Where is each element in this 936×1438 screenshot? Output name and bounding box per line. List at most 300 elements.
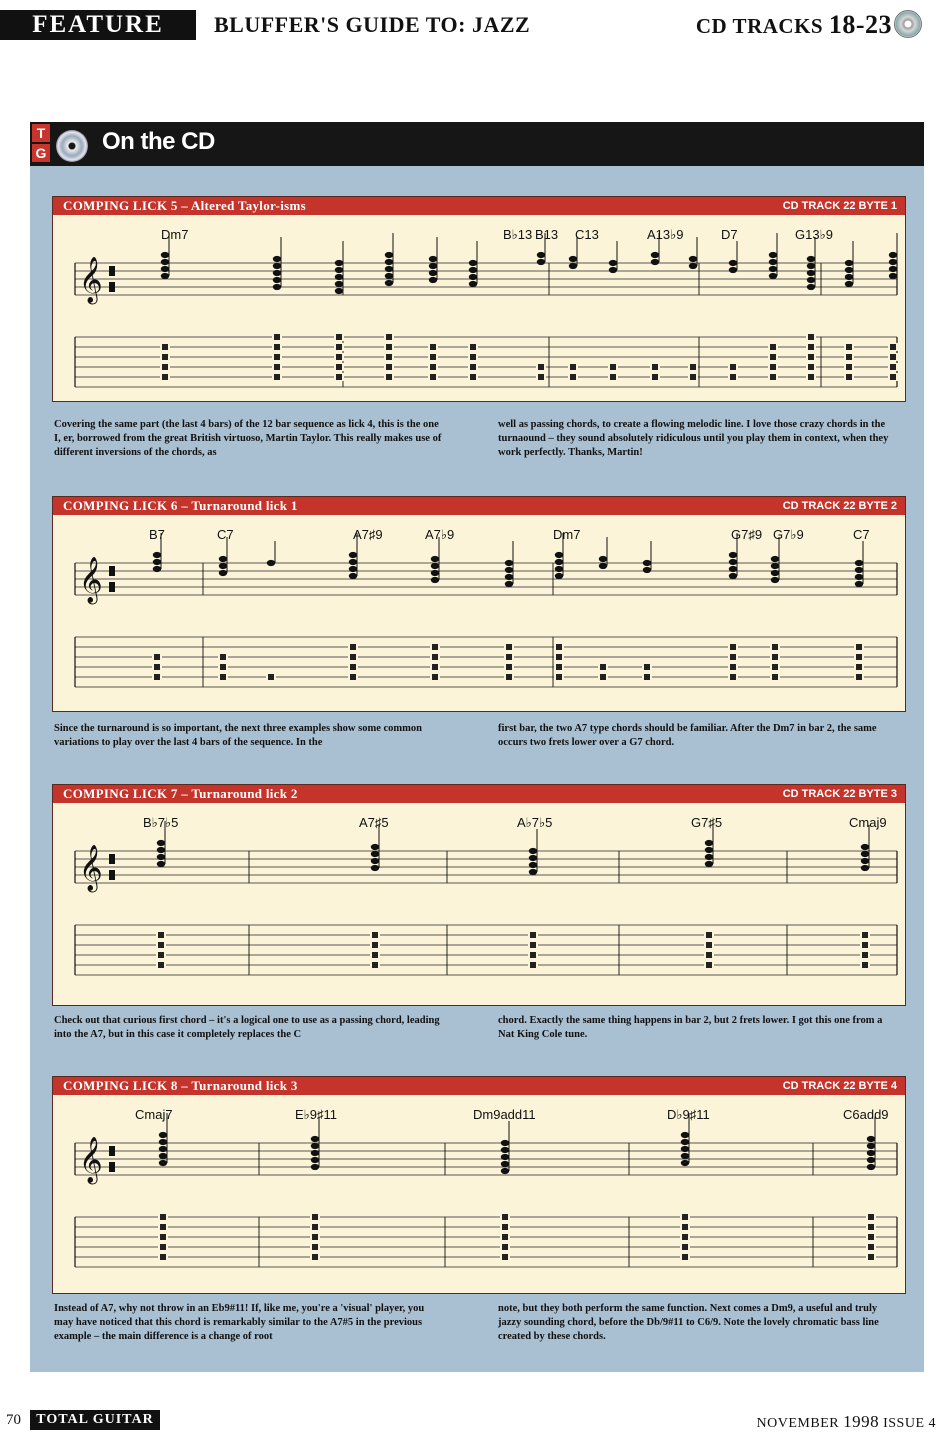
on-the-cd-panel: [30, 122, 924, 1372]
note-head: [273, 256, 281, 262]
note-head: [651, 259, 659, 265]
lick-caption-right: note, but they both perform the same function. Next comes a Dm9, a useful and truly jazzy sounding chord, before the Db/9#11 to C6/9. Note the lovely chromatic bass line created by these chords.: [498, 1303, 879, 1342]
note-head: [431, 570, 439, 576]
tab-fret-mark: [470, 374, 476, 380]
tab-fret-mark: [808, 344, 814, 350]
note-head: [501, 1161, 509, 1167]
tab-fret-mark: [162, 344, 168, 350]
tab-fret-mark: [706, 952, 712, 958]
tab-fret-mark: [162, 374, 168, 380]
note-head: [769, 266, 777, 272]
tab-fret-mark: [502, 1224, 508, 1230]
note-head: [159, 1132, 167, 1138]
note-head: [845, 260, 853, 266]
tab-fret-mark: [502, 1254, 508, 1260]
tab-fret-mark: [652, 374, 658, 380]
tg-logo-t: T: [32, 124, 50, 142]
note-head: [349, 552, 357, 558]
tab-fret-mark: [312, 1244, 318, 1250]
note-head: [729, 260, 737, 266]
tab-fret-mark: [350, 654, 356, 660]
note-head: [681, 1139, 689, 1145]
note-head: [555, 566, 563, 572]
tab-fret-mark: [160, 1234, 166, 1240]
note-head: [429, 263, 437, 269]
tab-fret-mark: [808, 374, 814, 380]
time-signature-mark: [109, 1146, 115, 1156]
tab-fret-mark: [556, 674, 562, 680]
tab-fret-mark: [430, 374, 436, 380]
note-head: [505, 581, 513, 587]
issue-label: [757, 1412, 936, 1432]
tab-fret-mark: [600, 664, 606, 670]
lick-header: [53, 497, 905, 515]
note-head: [643, 567, 651, 573]
chord-symbol: Cmaj9: [849, 815, 887, 830]
notation: [53, 515, 905, 711]
tab-fret-mark: [570, 374, 576, 380]
chord-symbol: B♭7♭5: [143, 815, 179, 830]
tab-fret-mark: [158, 952, 164, 958]
note-head: [431, 556, 439, 562]
cd-tracks-label: [696, 10, 892, 40]
tab-fret-mark: [856, 674, 862, 680]
tab-fret-mark: [432, 644, 438, 650]
note-head: [771, 556, 779, 562]
note-head: [371, 865, 379, 871]
note-head: [501, 1147, 509, 1153]
tab-fret-mark: [158, 932, 164, 938]
chord-symbol: G13♭9: [795, 227, 833, 242]
tg-logo: [32, 124, 80, 164]
note-head: [861, 844, 869, 850]
tab-fret-mark: [502, 1234, 508, 1240]
note-head: [681, 1160, 689, 1166]
note-head: [335, 274, 343, 280]
tab-fret-mark: [772, 664, 778, 670]
note-head: [505, 574, 513, 580]
note-head: [385, 280, 393, 286]
note-head: [371, 858, 379, 864]
note-head: [861, 865, 869, 871]
time-signature-mark: [109, 266, 115, 276]
note-head: [807, 277, 815, 283]
chord-symbol: C13: [575, 227, 599, 242]
note-head: [273, 284, 281, 290]
note-head: [157, 840, 165, 846]
tab-fret-mark: [890, 354, 896, 360]
issue-year: 1998: [843, 1412, 880, 1431]
note-head: [855, 567, 863, 573]
lick-caption-right: well as passing chords, to create a flowing melodic line. I love those crazy chords in the turnaound – they sound absolutely ridiculous until you play them in context, when they work perfectly. Thanks, Martin!: [498, 419, 889, 458]
time-signature-mark: [109, 870, 115, 880]
tab-fret-mark: [556, 664, 562, 670]
note-head: [157, 847, 165, 853]
tab-fret-mark: [890, 374, 896, 380]
tab-fret-mark: [730, 644, 736, 650]
note-head: [159, 1153, 167, 1159]
note-head: [681, 1132, 689, 1138]
tab-fret-mark: [160, 1214, 166, 1220]
note-head: [729, 559, 737, 565]
tab-fret-mark: [690, 364, 696, 370]
lick-box: [52, 496, 906, 712]
note-head: [529, 869, 537, 875]
chord-symbol: D7: [721, 227, 738, 242]
tab-fret-mark: [772, 644, 778, 650]
note-head: [537, 259, 545, 265]
note-head: [555, 573, 563, 579]
note-head: [643, 560, 651, 566]
note-head: [729, 573, 737, 579]
notation: [53, 215, 905, 401]
chord-symbol: B7: [149, 527, 165, 542]
note-head: [705, 840, 713, 846]
tab-fret-mark: [274, 334, 280, 340]
tab-fret-mark: [430, 344, 436, 350]
chord-symbol: A♭7♭5: [517, 815, 553, 830]
chord-symbol: A13♭9: [647, 227, 684, 242]
note-head: [855, 560, 863, 566]
tab-fret-mark: [470, 344, 476, 350]
note-head: [219, 556, 227, 562]
tab-fret-mark: [730, 374, 736, 380]
note-head: [769, 259, 777, 265]
note-head: [855, 581, 863, 587]
cd-icon: [56, 130, 88, 162]
note-head: [335, 281, 343, 287]
tab-fret-mark: [530, 952, 536, 958]
note-head: [689, 263, 697, 269]
page-number: 70: [6, 1412, 21, 1428]
notation: [53, 1095, 905, 1293]
tab-fret-mark: [682, 1214, 688, 1220]
tab-fret-mark: [506, 674, 512, 680]
note-head: [349, 573, 357, 579]
treble-clef-icon: 𝄞: [79, 557, 103, 603]
tab-fret-mark: [372, 942, 378, 948]
tab-fret-mark: [770, 354, 776, 360]
tab-fret-mark: [610, 374, 616, 380]
note-head: [889, 273, 897, 279]
note-head: [219, 563, 227, 569]
note-head: [807, 263, 815, 269]
tab-fret-mark: [274, 344, 280, 350]
note-head: [161, 273, 169, 279]
tab-fret-mark: [350, 674, 356, 680]
tab-fret-mark: [158, 942, 164, 948]
tab-fret-mark: [506, 654, 512, 660]
tab-fret-mark: [220, 654, 226, 660]
issue-number: ISSUE 4: [879, 1416, 936, 1431]
note-head: [861, 858, 869, 864]
tab-fret-mark: [690, 374, 696, 380]
note-head: [311, 1143, 319, 1149]
time-signature-mark: [109, 1162, 115, 1172]
tab-fret-mark: [336, 364, 342, 370]
tab-fret-mark: [682, 1234, 688, 1240]
tab-fret-mark: [432, 654, 438, 660]
chord-symbol: A7♯5: [359, 815, 389, 830]
note-head: [807, 270, 815, 276]
treble-clef-icon: 𝄞: [79, 845, 103, 891]
tab-fret-mark: [682, 1224, 688, 1230]
chord-symbol: A7♭9: [425, 527, 455, 542]
time-signature-mark: [109, 582, 115, 592]
cd-tracks-range: 18-23: [828, 10, 892, 39]
tab-fret-mark: [274, 354, 280, 360]
note-head: [867, 1157, 875, 1163]
chord-symbol: A7♯9: [353, 527, 383, 542]
note-head: [385, 273, 393, 279]
note-head: [529, 862, 537, 868]
note-head: [431, 577, 439, 583]
note-head: [769, 252, 777, 258]
tab-fret-mark: [772, 654, 778, 660]
note-head: [311, 1150, 319, 1156]
tab-fret-mark: [862, 962, 868, 968]
tab-fret-mark: [158, 962, 164, 968]
note-head: [889, 252, 897, 258]
note-head: [845, 267, 853, 273]
lick-box: [52, 196, 906, 402]
tab-fret-mark: [730, 364, 736, 370]
note-head: [153, 566, 161, 572]
tab-fret-mark: [808, 354, 814, 360]
tab-fret-mark: [644, 664, 650, 670]
note-head: [867, 1164, 875, 1170]
tab-fret-mark: [386, 364, 392, 370]
chord-symbol: Dm9add11: [473, 1107, 536, 1122]
lick-title: COMPING LICK 5 – Altered Taylor-isms: [63, 198, 306, 213]
chord-symbol: G7♯5: [691, 815, 723, 830]
note-head: [429, 270, 437, 276]
tab-fret-mark: [856, 644, 862, 650]
tab-fret-mark: [470, 354, 476, 360]
note-head: [429, 256, 437, 262]
tab-fret-mark: [556, 654, 562, 660]
cd-track-label: CD TRACK 22 BYTE 2: [782, 500, 897, 512]
page-footer: [0, 1406, 936, 1438]
tab-fret-mark: [274, 364, 280, 370]
tab-fret-mark: [682, 1244, 688, 1250]
note-head: [771, 577, 779, 583]
tab-fret-mark: [372, 952, 378, 958]
tab-fret-mark: [312, 1234, 318, 1240]
tab-fret-mark: [386, 334, 392, 340]
cd-tracks-prefix: CD TRACKS: [695, 14, 829, 38]
tab-fret-mark: [682, 1254, 688, 1260]
tab-fret-mark: [506, 644, 512, 650]
tab-fret-mark: [868, 1234, 874, 1240]
note-head: [469, 274, 477, 280]
tab-fret-mark: [600, 674, 606, 680]
note-head: [469, 281, 477, 287]
tab-fret-mark: [530, 932, 536, 938]
tab-fret-mark: [350, 664, 356, 670]
tab-fret-mark: [862, 932, 868, 938]
note-head: [861, 851, 869, 857]
tab-fret-mark: [312, 1224, 318, 1230]
tab-fret-mark: [372, 932, 378, 938]
note-head: [429, 277, 437, 283]
note-head: [889, 266, 897, 272]
note-head: [807, 256, 815, 262]
time-signature-mark: [109, 854, 115, 864]
feature-tag: FEATURE: [0, 10, 196, 40]
note-head: [371, 844, 379, 850]
note-head: [555, 559, 563, 565]
note-head: [273, 270, 281, 276]
note-head: [705, 861, 713, 867]
note-head: [349, 566, 357, 572]
tab-fret-mark: [652, 364, 658, 370]
tab-fret-mark: [336, 374, 342, 380]
note-head: [335, 260, 343, 266]
note-head: [371, 851, 379, 857]
lick-caption-left: Check out that curious first chord – it's a logical one to use as a passing chord, leading into the A7, but in this case it completely replaces the C: [54, 1015, 440, 1040]
lick-box: [52, 1076, 906, 1294]
note-head: [609, 260, 617, 266]
section-title: BLUFFER'S GUIDE TO: JAZZ: [214, 12, 531, 37]
tab-fret-mark: [868, 1224, 874, 1230]
tab-fret-mark: [372, 962, 378, 968]
note-head: [771, 563, 779, 569]
note-head: [845, 274, 853, 280]
cd-track-label: CD TRACK 22 BYTE 1: [782, 200, 897, 212]
lick-header: [53, 197, 905, 215]
note-head: [689, 256, 697, 262]
tab-fret-mark: [856, 654, 862, 660]
note-head: [501, 1140, 509, 1146]
note-head: [267, 560, 275, 566]
note-head: [769, 273, 777, 279]
treble-clef-icon: 𝄞: [79, 1137, 103, 1183]
chord-symbol: Cmaj7: [135, 1107, 173, 1122]
tab-fret-mark: [274, 374, 280, 380]
panel-title: On the CD: [102, 128, 215, 155]
tab-fret-mark: [706, 932, 712, 938]
note-head: [867, 1143, 875, 1149]
note-head: [771, 570, 779, 576]
tab-fret-mark: [160, 1224, 166, 1230]
note-head: [729, 267, 737, 273]
tab-fret-mark: [570, 364, 576, 370]
tab-fret-mark: [160, 1244, 166, 1250]
note-head: [469, 267, 477, 273]
lick-caption-right: chord. Exactly the same thing happens in bar 2, but 2 frets lower. I got this one from a Nat King Cole tune.: [498, 1015, 883, 1040]
lick-box: [52, 784, 906, 1006]
note-head: [529, 848, 537, 854]
page-header: [0, 0, 936, 50]
note-head: [681, 1153, 689, 1159]
note-head: [161, 252, 169, 258]
chord-symbol: C6add9: [843, 1107, 889, 1122]
note-head: [599, 556, 607, 562]
note-head: [431, 563, 439, 569]
note-head: [705, 847, 713, 853]
chord-symbol: E♭9♯11: [295, 1107, 338, 1122]
tab-fret-mark: [154, 674, 160, 680]
note-head: [729, 552, 737, 558]
note-head: [153, 559, 161, 565]
note-head: [273, 277, 281, 283]
note-head: [385, 252, 393, 258]
tab-fret-mark: [846, 374, 852, 380]
tab-fret-mark: [470, 364, 476, 370]
tab-fret-mark: [336, 344, 342, 350]
note-head: [159, 1160, 167, 1166]
note-head: [867, 1136, 875, 1142]
note-head: [469, 260, 477, 266]
lick-caption-left: Instead of A7, why not throw in an Eb9#11! If, like me, you're a 'visual' player, you may have noticed that this chord is remarkably similar to the A7#5 in the previous example – the main difference is a change of root: [54, 1303, 425, 1342]
note-head: [159, 1139, 167, 1145]
issue-month: NOVEMBER: [756, 1416, 844, 1431]
note-head: [335, 267, 343, 273]
tab-fret-mark: [386, 344, 392, 350]
chord-symbol: G7♯9: [731, 527, 763, 542]
tab-fret-mark: [336, 334, 342, 340]
lick-title: COMPING LICK 8 – Turnaround lick 3: [63, 1078, 298, 1093]
tab-fret-mark: [312, 1214, 318, 1220]
note-head: [529, 855, 537, 861]
note-head: [569, 256, 577, 262]
lick-caption-left: Since the turnaround is so important, the next three examples show some common variations to play over the last 4 bars of the sequence. In the: [54, 723, 422, 748]
note-head: [501, 1154, 509, 1160]
tab-fret-mark: [154, 664, 160, 670]
tab-fret-mark: [770, 364, 776, 370]
chord-symbol: B♭13: [503, 227, 533, 242]
tab-fret-mark: [868, 1214, 874, 1220]
note-head: [385, 266, 393, 272]
tab-fret-mark: [430, 354, 436, 360]
tab-fret-mark: [610, 364, 616, 370]
lick-title: COMPING LICK 6 – Turnaround lick 1: [63, 498, 298, 513]
tab-fret-mark: [846, 364, 852, 370]
note-head: [889, 259, 897, 265]
note-head: [505, 560, 513, 566]
note-head: [705, 854, 713, 860]
cd-track-label: CD TRACK 22 BYTE 4: [782, 1080, 897, 1092]
tab-fret-mark: [530, 962, 536, 968]
tab-fret-mark: [846, 344, 852, 350]
chord-symbol: B13: [535, 227, 559, 242]
tab-fret-mark: [432, 674, 438, 680]
tg-logo-g: G: [32, 144, 50, 162]
magazine-logo: TOTAL GUITAR: [30, 1410, 160, 1430]
note-head: [311, 1157, 319, 1163]
tab-fret-mark: [808, 364, 814, 370]
cd-disc-icon: [894, 10, 922, 38]
note-head: [161, 266, 169, 272]
tab-fret-mark: [808, 334, 814, 340]
tab-fret-mark: [862, 942, 868, 948]
tab-fret-mark: [862, 952, 868, 958]
tab-fret-mark: [846, 354, 852, 360]
tab-fret-mark: [162, 364, 168, 370]
tab-fret-mark: [772, 674, 778, 680]
note-head: [867, 1150, 875, 1156]
note-head: [335, 288, 343, 294]
note-head: [219, 570, 227, 576]
tab-fret-mark: [506, 664, 512, 670]
tab-fret-mark: [856, 664, 862, 670]
tab-fret-mark: [268, 674, 274, 680]
tab-fret-mark: [706, 942, 712, 948]
tab-fret-mark: [770, 374, 776, 380]
time-signature-mark: [109, 566, 115, 576]
tab-fret-mark: [556, 644, 562, 650]
